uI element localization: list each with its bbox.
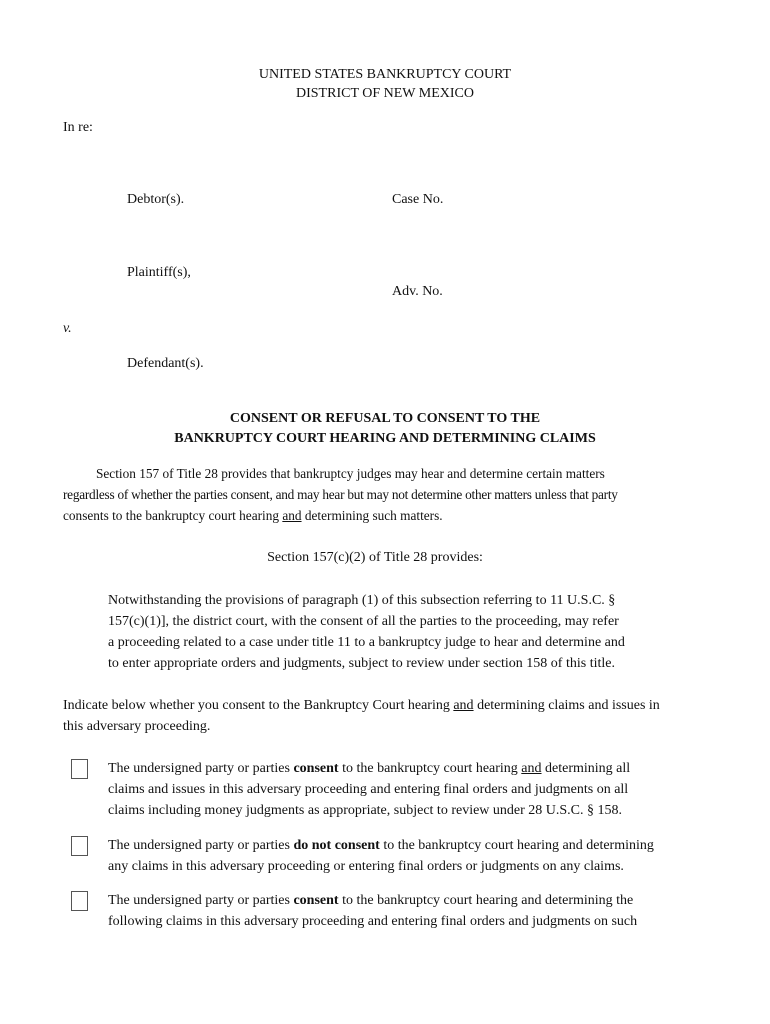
section-heading: Section 157(c)(2) of Title 28 provides: [267, 550, 483, 565]
intro-line: consents to the bankruptcy court hearing and determining such matters. [63, 508, 443, 523]
adv-no-label: Adv. No. [392, 284, 443, 299]
option-line: claims and issues in this adversary proceeding and entering final orders and judgments on all [108, 782, 629, 797]
document-title-line1: CONSENT OR REFUSAL TO CONSENT TO THE [229, 411, 541, 426]
option-line: following claims in this adversary proceeding and entering final orders and judgments on such [108, 914, 638, 929]
indicate-line: Indicate below whether you consent to the Bankruptcy Court hearing and determining claims and issues in [63, 698, 660, 713]
quote-line: a proceeding related to a case under title 11 to a bankruptcy judge to hear and determine and [108, 635, 625, 650]
document-title-line2: BANKRUPTCY COURT HEARING AND DETERMINING CLAIMS [174, 431, 596, 446]
intro-paragraph [63, 463, 618, 526]
court-name: UNITED STATES BANKRUPTCY COURT [258, 67, 512, 82]
option-consent-all [108, 758, 630, 821]
option-do-not-consent [108, 835, 654, 877]
intro-line: regardless of whether the parties consent, and may hear but may not determine other matters unless that party [63, 487, 618, 502]
option-line: claims including money judgments as appropriate, subject to review under 28 U.S.C. § 158. [108, 803, 623, 818]
indicate-paragraph [63, 695, 660, 737]
quote-line: 157(c)(1)], the district court, with the consent of all the parties to the proceeding, may refer [108, 614, 619, 629]
debtor-label: Debtor(s). [127, 192, 185, 207]
quote-line: to enter appropriate orders and judgments, subject to review under section 158 of this title. [108, 656, 615, 671]
consent-specific-checkbox[interactable] [71, 891, 88, 911]
option-line: The undersigned party or parties do not consent to the bankruptcy court hearing and determining [108, 838, 654, 853]
option-line: any claims in this adversary proceeding or entering final orders or judgments on any claims. [108, 859, 624, 874]
defendant-label: Defendant(s). [127, 356, 204, 371]
option-line: The undersigned party or parties consent to the bankruptcy court hearing and determining all [108, 761, 631, 776]
indicate-line: this adversary proceeding. [63, 719, 211, 734]
court-district: DISTRICT OF NEW MEXICO [296, 86, 474, 101]
option-consent-specific [108, 890, 637, 932]
versus-label: v. [63, 321, 72, 336]
plaintiff-label: Plaintiff(s), [127, 265, 191, 280]
in-re-label: In re: [63, 120, 93, 135]
do-not-consent-checkbox[interactable] [71, 836, 88, 856]
intro-line: Section 157 of Title 28 provides that bankruptcy judges may hear and determine certain matters [96, 466, 605, 481]
case-no-label: Case No. [392, 192, 444, 207]
consent-all-checkbox[interactable] [71, 759, 88, 779]
option-line: The undersigned party or parties consent to the bankruptcy court hearing and determining the [108, 893, 634, 908]
quote-line: Notwithstanding the provisions of paragraph (1) of this subsection referring to 11 U.S.C. § [108, 593, 616, 608]
statute-quote [108, 590, 625, 674]
